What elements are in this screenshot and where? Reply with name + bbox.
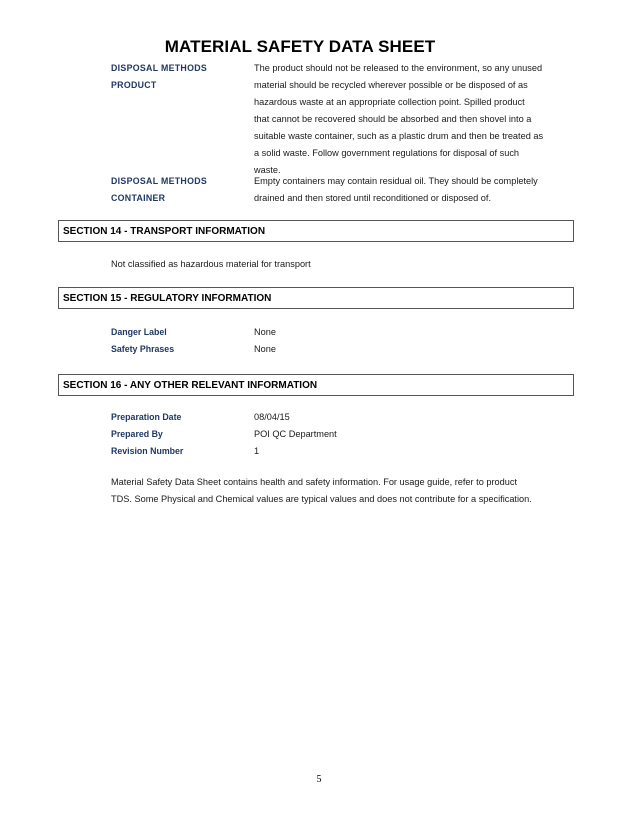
prepared-by-label: Prepared By (111, 429, 163, 439)
section-15-heading: SECTION 15 - REGULATORY INFORMATION (58, 287, 574, 309)
page-number: 5 (316, 774, 322, 785)
revision-number-label: Revision Number (111, 446, 184, 456)
product-disposal-text (254, 60, 574, 179)
container-label: CONTAINER (111, 193, 166, 203)
text-line: suitable waste container, such as a plastic drum and then be treated as (254, 131, 544, 141)
danger-label-value: None (254, 327, 276, 337)
text-line: Empty containers may contain residual oil. They should be completely (254, 176, 538, 186)
section-16-heading: SECTION 16 - ANY OTHER RELEVANT INFORMATION (58, 374, 574, 396)
safety-phrases-value: None (254, 344, 276, 354)
page-title: MATERIAL SAFETY DATA SHEET (164, 37, 436, 56)
section-14-heading: SECTION 14 - TRANSPORT INFORMATION (58, 220, 574, 242)
product-label: PRODUCT (111, 80, 157, 90)
text-line: drained and then stored until reconditioned or disposed of. (254, 193, 491, 203)
preparation-date-value: 08/04/15 (254, 412, 290, 422)
transport-text: Not classified as hazardous material for transport (111, 259, 311, 269)
preparation-date-label: Preparation Date (111, 412, 182, 422)
danger-label-label: Danger Label (111, 327, 167, 337)
text-line: TDS. Some Physical and Chemical values are typical values and does not contribute for a specification. (111, 494, 532, 504)
container-disposal-text (254, 173, 574, 207)
safety-phrases-label: Safety Phrases (111, 344, 175, 354)
msds-note (111, 474, 581, 508)
text-line: that cannot be recovered should be absorbed and then shovel into a (254, 114, 532, 124)
disposal-methods-label: DISPOSAL METHODS (111, 176, 208, 186)
revision-number-value: 1 (254, 446, 260, 456)
disposal-methods-label: DISPOSAL METHODS (111, 63, 208, 73)
text-line: material should be recycled wherever possible or be disposed of as (254, 80, 528, 90)
text-line: hazardous waste at an appropriate collection point. Spilled product (254, 97, 525, 107)
text-line: The product should not be released to the environment, so any unused (254, 63, 543, 73)
text-line: Material Safety Data Sheet contains health and safety information. For usage guide, refer to product (111, 477, 518, 487)
prepared-by-value: POI QC Department (254, 429, 337, 439)
text-line: a solid waste. Follow government regulations for disposal of such (254, 148, 520, 158)
text-line: waste. (254, 165, 281, 175)
